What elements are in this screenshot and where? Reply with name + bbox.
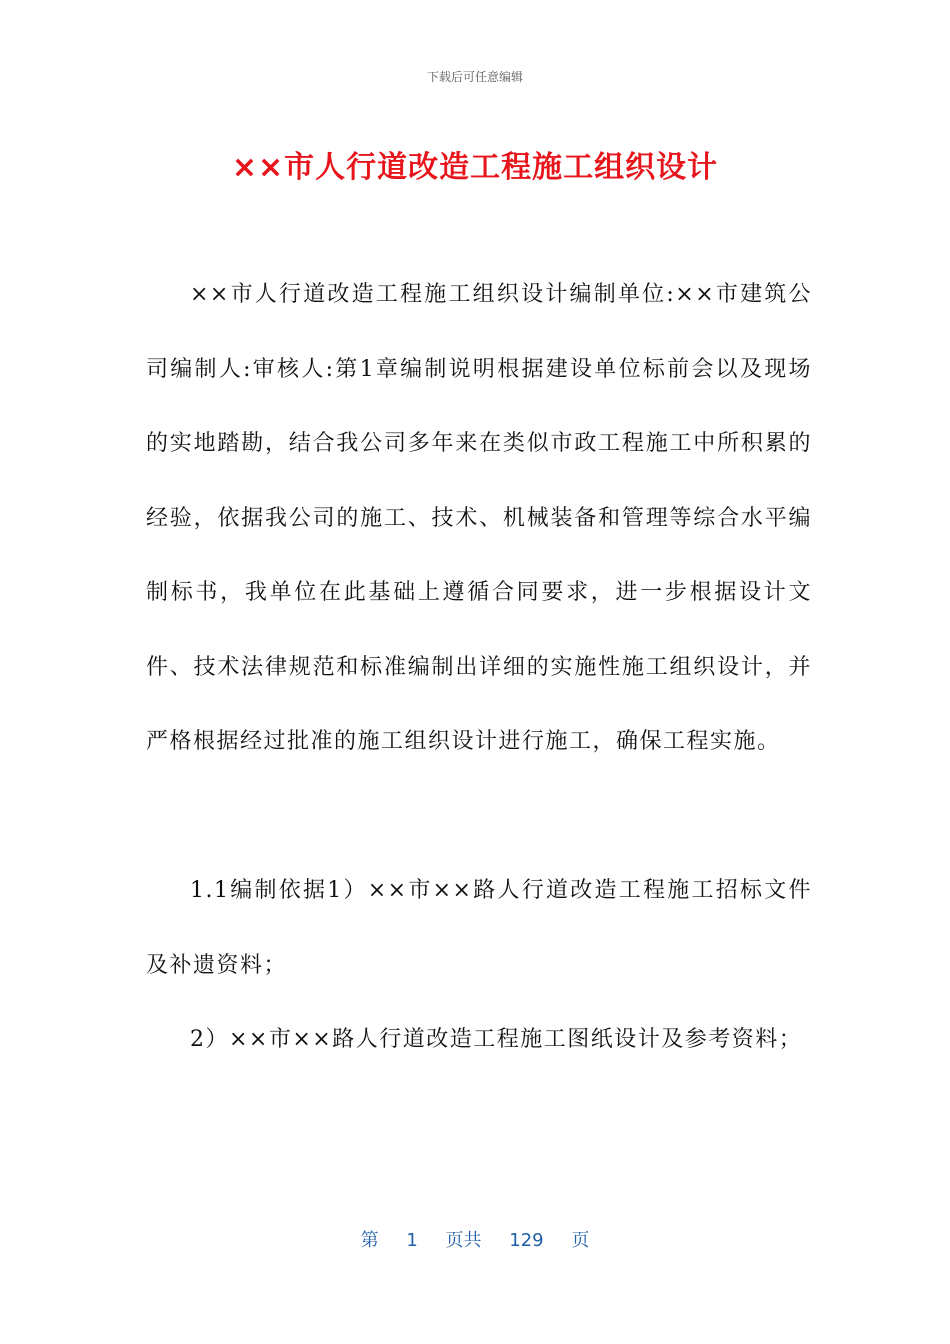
paragraph-basis-1 <box>146 854 812 1003</box>
paragraph-text: 1.1编制依据1）××市××路人行道改造工程施工招标文件及补遗资料； <box>146 878 812 978</box>
document-title: ××市人行道改造工程施工组织设计 <box>231 150 719 185</box>
footer-middle: 页共 <box>445 1230 482 1251</box>
footer-prefix: 第 <box>360 1230 379 1251</box>
footer-total-pages: 129 <box>509 1230 544 1251</box>
paragraph-text: 2）××市××路人行道改造工程施工图纸设计及参考资料； <box>190 1027 803 1052</box>
footer-suffix: 页 <box>571 1230 590 1251</box>
header-note: 下载后可任意编辑 <box>426 70 523 84</box>
page-footer <box>0 1226 950 1252</box>
paragraph-intro <box>146 258 812 780</box>
footer-current-page: 1 <box>406 1230 418 1251</box>
paragraph-basis-2 <box>146 1003 812 1078</box>
paragraph-text: ××市人行道改造工程施工组织设计编制单位:××市建筑公司编制人:审核人:第1章编制说明根据建设单位标前会以及现场的实地踏勘，结合我公司多年来在类似市政工程施工中所积累的经验，依据我公司的施工、技术、机械装备和管理等综合水平编制标书，我单位在此基础上遵循合同要求，进一步根据设计文件、技术法律规范和标准编制出详细的实施性施工组织设计，并严格根据经过批准的施工组织设计进行施工，确保工程实施。 <box>146 282 812 754</box>
